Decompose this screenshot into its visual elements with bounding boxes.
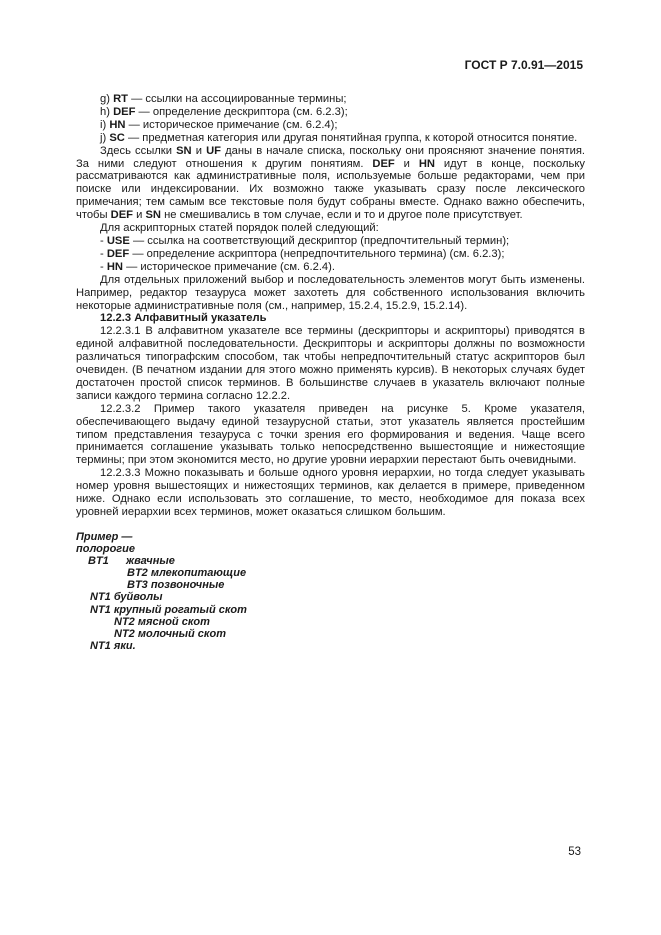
list-item-h: h) DEF — определение дескриптора (см. 6.2.3); — [100, 105, 348, 118]
paragraph-12-2-3-1: 12.2.3.1 В алфавитном указателе все термины (дескрипторы и аскрипторы) приводятся в единой алфавитной последовательности. Дескрипторы и аскрипторы должны по возможности различаться типографским способом, так чтобы непредпочтительный статус аскрипторов был очевиден. (В печатном издании для этого можно применять курсив). В некоторых случаях будет достаточен простой список терминов. В большинстве случаев в указатель включают полные записи каждого термина согласно 12.2.2. — [76, 325, 585, 402]
example-term: полорогие — [76, 543, 136, 556]
page-number: 53 — [568, 846, 581, 858]
hierarchy-example — [76, 531, 247, 652]
list-item-i: i) HN — историческое примечание (см. 6.2.4); — [100, 118, 338, 131]
example-nt2-a: NT2 мясной скот — [114, 615, 210, 628]
example-nt1-b: NT1 крупный рогатый скот — [90, 603, 247, 616]
paragraph-12-2-3-2: 12.2.3.2 Пример такого указателя приведен на рисунке 5. Кроме указателя, обеспечивающего выдачу единой тезаурусной статьи, этот указатель является простейшим типом представления тезауруса с точки зрения его формирования и ведения. Чаще всего принимается соглашение указывать только непосредственно вышестоящие и нижестоящие термины; при этом экономится место, но другие уровни иерархии перестают быть очевидными. — [76, 402, 585, 467]
list-item-use: - USE — ссылка на соответствующий дескриптор (предпочтительный термин); — [100, 234, 510, 247]
document-code-header: ГОСТ Р 7.0.91—2015 — [464, 58, 583, 72]
example-bt3: BT3 позвоночные — [127, 579, 225, 592]
example-label: Пример — — [76, 531, 133, 543]
paragraph-applications: Для отдельных приложений выбор и последовательность элементов могут быть изменены. Например, редактор тезауруса может захотеть для собственного использования включить некоторые административные поля (см., например, 15.2.4, 15.2.9, 15.2.14). — [76, 273, 585, 312]
example-nt2-b: NT2 молочный скот — [114, 627, 226, 640]
page-body — [76, 93, 585, 519]
list-item-g: g) RT — ссылки на ассоциированные термины; — [100, 93, 347, 105]
paragraph-ascriptor-intro: Для аскрипторных статей порядок полей следующий: — [100, 222, 379, 235]
paragraph-12-2-3-3: 12.2.3.3 Можно показывать и больше одного уровня иерархии, но тогда следует указывать номер уровня вышестоящих и нижестоящих терминов, как делается в примере, приведенном ниже. Однако если использовать это соглашение, то место, необходимое для показа всех уровней иерархии всех терминов, может оказаться слишком большим. — [76, 467, 585, 518]
example-bt1-row: BT1 жвачные — [88, 555, 175, 568]
list-item-def: - DEF — определение аскриптора (непредпочтительного термина) (см. 6.2.3); — [100, 247, 505, 260]
example-bt2: BT2 млекопитающие — [127, 567, 247, 580]
example-nt1-a: NT1 буйволы — [90, 591, 163, 604]
example-nt1-c: NT1 яки. — [90, 639, 136, 652]
list-item-hn: - HN — историческое примечание (см. 6.2.4). — [100, 260, 335, 273]
paragraph-field-order: Здесь ссылки SN и UF даны в начале списка, поскольку они проясняют значение понятия. За ними следуют отношения к другим понятиям. DEF и HN идут в конце, поскольку рассматриваются как административные поля, используемые больше редакторами, чем при поиске или индексировании. Их возможно также указывать сразу после лексического примечания; тем самым все текстовые поля будут собраны вместе. Однако важно обеспечить, чтобы DEF и SN не смешивались в том случае, если и то и другое поле присутствует. — [76, 144, 586, 222]
list-item-j: j) SC — предметная категория или другая понятийная группа, к которой относится понятие. — [100, 131, 578, 144]
section-heading: 12.2.3 Алфавитный указатель — [100, 312, 267, 325]
